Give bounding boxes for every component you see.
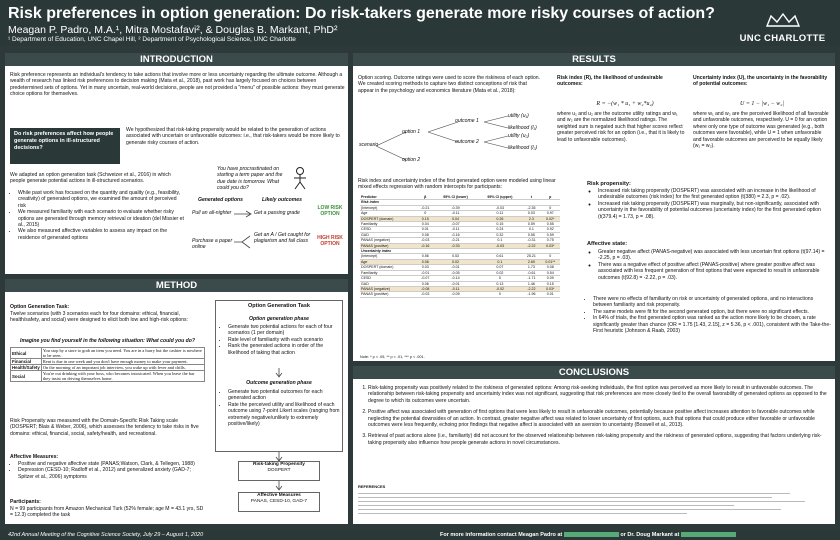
option-all-nighter: Pull an all-nighter bbox=[192, 210, 232, 216]
table-cell: DOSPERT (domain) bbox=[360, 216, 417, 221]
table-cell: -0.33 bbox=[434, 243, 478, 248]
tree-outcome2: outcome 2 bbox=[455, 139, 479, 145]
table-cell: 0.13 bbox=[478, 281, 523, 286]
table-cell: -0.08 bbox=[417, 286, 434, 291]
table-cell: PANAS (negative) bbox=[360, 286, 417, 291]
table-cell: 0.04 bbox=[434, 216, 478, 221]
reference-line bbox=[358, 493, 790, 494]
reference-line bbox=[358, 513, 687, 514]
uncertainty-text: where w₁ and w₂ are the perceived likelihood of all favorable and unfavorable outcomes, respectively. U = 0 for an option where only one type of outcome was generated (e.g., both outcomes were favorable), while U = 1 when unfavorable and favorable outcomes are perceived to be equally likely (w₁ = w₂). bbox=[693, 111, 829, 150]
table-cell: 0.1 bbox=[478, 238, 523, 243]
table-cell: -0.01 bbox=[434, 281, 478, 286]
regression-table bbox=[360, 195, 560, 298]
table-header-cell: Predictor bbox=[360, 195, 417, 200]
phase1-item: • Rate level of familiarity with each scenario bbox=[228, 337, 340, 343]
table-cell: -0.03 bbox=[417, 238, 434, 243]
table-cell: 0.24 bbox=[478, 227, 523, 232]
scenario-text: Rent is due in one week and you don't have enough money to make your payment. bbox=[41, 359, 204, 365]
table-cell: Age bbox=[360, 259, 417, 264]
intro-bullet: • While past work has focused on the quantity and quality (e.g., feasibility, creativity) of generated options, we examined the amount of perceived risk bbox=[18, 190, 185, 209]
intro-paragraph-3: We adapted an option generation task (Schweizer et al., 2016) in which people generate potential actions in ill-structured scenarios. bbox=[10, 172, 171, 185]
table-cell: 0.06 bbox=[417, 281, 434, 286]
table-cell: -0.39 bbox=[434, 205, 478, 210]
situation-prompt: Imagine you find yourself in the following situation: What could you do? bbox=[20, 338, 195, 344]
table-cell: PANAS (positive) bbox=[360, 243, 417, 248]
table-cell: 0.26 bbox=[478, 216, 523, 221]
table-cell: 0.55 bbox=[540, 222, 560, 227]
email-link-padro[interactable] bbox=[564, 532, 619, 537]
uncertainty-title: Uncertainty index (U), the uncertainty in the favorability of potential outcomes: bbox=[693, 75, 828, 88]
table-header-cell: β bbox=[417, 195, 434, 200]
table-cell: 0.32 bbox=[478, 232, 523, 237]
contact-info bbox=[440, 530, 736, 540]
table-cell: 0.61 bbox=[478, 254, 523, 259]
phase1-title: Option generation phase bbox=[249, 316, 309, 322]
outcome-get-a-or-caught: Get an A / Get caught for plagiarism and fail class bbox=[254, 232, 311, 245]
table-cell: -0.61 bbox=[522, 270, 540, 275]
table-cell: 1.46 bbox=[522, 281, 540, 286]
poster-header bbox=[0, 0, 840, 46]
participants-title: Participants: bbox=[10, 499, 41, 505]
research-question-box: Do risk preferences affect how people generate options in ill-structured decisions? bbox=[10, 128, 120, 164]
phase2-list bbox=[222, 389, 340, 427]
scenario-text: You stop by a store to grab an item you need. You are in a hurry but the cashier is nowhere to be seen. bbox=[41, 348, 204, 359]
table-cell: 2.3 bbox=[522, 216, 540, 221]
table-cell: -1.96 bbox=[522, 292, 540, 297]
table-cell: 0.15 bbox=[540, 281, 560, 286]
table-cell: (Intercept) bbox=[360, 254, 417, 259]
table-cell: Age bbox=[360, 211, 417, 216]
table-cell: -0.11 bbox=[434, 227, 478, 232]
affective-title: Affective Measures: bbox=[10, 454, 59, 460]
down-arrow-icon bbox=[274, 481, 284, 491]
table-cell: 0 bbox=[478, 276, 523, 281]
conclusion-item: 1. Risk-taking propensity was positively related to the riskiness of generated options: Among risk-seeking individuals, the first option was perceived as more likely to result in unfavorable outcomes. The relationship between risk-taking propensity and uncertainty index was not significant, suggesting that risk preferences are more closely tied to the overall favorability of generated options as opposed to the degree to which its outcomes were uncertain. bbox=[368, 385, 830, 404]
table-cell: -0.01 bbox=[417, 270, 434, 275]
logo-text: UNC CHARLOTTE bbox=[739, 33, 826, 44]
likely-outcomes-label: Likely outcomes bbox=[262, 197, 302, 203]
scenario-table bbox=[10, 347, 205, 382]
risk-propensity-text: Risk Propensity was measured with the Domain-Specific Risk Taking scale (DOSPERT; Blais & Weber, 2006), which assesses the tendency to take risks in five domains: ethical, financial, social, safety/health, and recreational. bbox=[10, 418, 199, 437]
outcome-passing-grade: Get a passing grade bbox=[254, 210, 300, 216]
tree-outcome1: outcome 1 bbox=[455, 118, 479, 124]
table-cell: -0.07 bbox=[417, 276, 434, 281]
tree-utility2: utility (u₂) bbox=[508, 133, 530, 139]
table-cell: -0.11 bbox=[434, 286, 478, 291]
other-item: • In 64% of trials, the first generated option was ranked as the action more likely to be chosen, a rate significantly greater than chance (OR = 1.75 [1.43, 2.15], z = 5.36, p < .001), consistent with the Take-the-First heuristic (Johnson & Raab, 2003) bbox=[593, 315, 832, 334]
table-cell: 0.03* bbox=[540, 286, 560, 291]
table-cell: 2.69 bbox=[522, 259, 540, 264]
table-cell: 0.59 bbox=[522, 222, 540, 227]
table-cell: 0.03 bbox=[522, 211, 540, 216]
affective-list bbox=[12, 461, 205, 480]
risk-propensity-title: Risk propensity: bbox=[587, 181, 631, 187]
table-cell: PANAS (negative) bbox=[360, 238, 417, 243]
scenario-row bbox=[11, 365, 205, 371]
intro-heading: INTRODUCTION bbox=[5, 53, 348, 66]
affective-item: • Depression (CESD-10; Radloff et al., 2012) and generalized anxiety (GAD-7; Spitzer et al., 2006) symptoms bbox=[18, 467, 205, 480]
phase1-item: • Rank the generated actions in order of the likelihood of taking that action bbox=[228, 343, 340, 356]
table-cell: 0.06 bbox=[417, 259, 434, 264]
table-note: Note: * p < .05, ** p < .01, *** p < .001. bbox=[360, 355, 425, 359]
table-cell: -2.35 bbox=[522, 205, 540, 210]
table-cell: -2.22 bbox=[522, 286, 540, 291]
conference-info: 42nd Annual Meeting of the Cognitive Science Society, July 29 – August 1, 2020 bbox=[8, 532, 204, 538]
table-cell: Familiarity bbox=[360, 270, 417, 275]
person-thinking-icon bbox=[290, 166, 310, 190]
phase1-item: • Generate two potential actions for each of four scenarios (1 per domain) bbox=[228, 324, 340, 337]
table-cell: -0.03 bbox=[417, 292, 434, 297]
table-cell: -1.71 bbox=[522, 276, 540, 281]
table-cell: -0.16 bbox=[417, 243, 434, 248]
intro-hypothesis: We hypothesized that risk-taking propensity would be related to the generation of actions associated with uncertain or unfavorable outcomes: i.e., that risk-takers would be more likely to generate risky courses of action. bbox=[126, 127, 340, 146]
table-cell: 0.07 bbox=[478, 265, 523, 270]
table-cell: -0.14 bbox=[434, 276, 478, 281]
scenario-text: On the morning of an important job interview, you wake up with fever and chills. bbox=[41, 365, 204, 371]
intro-paragraph-1: Risk preference represents an individual's tendency to take actions that involve more or less uncertainty regarding the ultimate outcome. Although a wealth of research has linked risk preferences to decision making (Mata et al., 2018), past work has largely focused on choices between predetermined sets of options. Yet in many uncertain, real-world decisions, people are not provided a "menu" of possible actions: they must generate choice options for themselves. bbox=[10, 72, 345, 98]
reference-line bbox=[358, 505, 734, 506]
scenario-row bbox=[11, 371, 205, 382]
table-cell: CESD bbox=[360, 227, 417, 232]
table-section-label: Risk index bbox=[360, 200, 560, 205]
affective-state-list bbox=[592, 249, 832, 281]
affective-measures-box bbox=[238, 492, 320, 512]
option-purchase-paper: Purchase a paper online bbox=[192, 238, 233, 251]
table-cell: 0 bbox=[540, 205, 560, 210]
table-cell: 0.75 bbox=[540, 238, 560, 243]
table-cell: 0.55 bbox=[522, 232, 540, 237]
scenario-domain: Financial bbox=[11, 359, 42, 365]
table-cell: PANAS (positive) bbox=[360, 292, 417, 297]
table-cell: 25.21 bbox=[522, 254, 540, 259]
down-arrow-icon bbox=[274, 368, 284, 378]
other-results-list bbox=[587, 296, 832, 334]
table-cell: -0.05 bbox=[434, 270, 478, 275]
risk-index-text: where u₁ and u₂ are the outcome utility ratings and w₁ and w₂ are the normalized likelihood ratings. The weighted sum is negated such that higher scores reflect greater perceived risk for an option (i.e., that it is likely to lead to unfavorable outcomes). bbox=[557, 111, 685, 143]
risk-taking-box bbox=[238, 461, 320, 481]
references-block bbox=[358, 490, 828, 522]
table-header-cell: p bbox=[540, 195, 560, 200]
table-row bbox=[360, 292, 560, 297]
table-cell: -0.31 bbox=[522, 238, 540, 243]
other-item: • There were no effects of familiarity on risk or uncertainty of generated options, and no interactions between familiarity and risk propensity. bbox=[593, 296, 832, 309]
table-cell: 0.11 bbox=[478, 211, 523, 216]
intro-bullet: • We measured familiarity with each scenario to evaluate whether risky options are generated through memory retrieval or ideation (del Missier et al., 2015) bbox=[18, 209, 185, 228]
table-cell: 0.59 bbox=[540, 232, 560, 237]
conclusions-list bbox=[364, 385, 830, 446]
high-risk-label: HIGH RISK OPTION bbox=[317, 235, 343, 248]
authors: Meagan P. Padro, M.A.¹, Mitra Mostafavi², & Douglas B. Markant, PhD² bbox=[8, 24, 338, 36]
table-cell: Familiarity bbox=[360, 222, 417, 227]
table-cell: -0.07 bbox=[434, 222, 478, 227]
risk-index-title: Risk index (R), the likelihood of undesirable outcomes: bbox=[557, 75, 663, 88]
aff-item: ◦ Greater negative affect (PANAS-negative) was associated with less uncertain first options (t(97.14) = -2.25, p = .03). bbox=[598, 249, 832, 262]
table-cell: -0.03 bbox=[478, 243, 523, 248]
table-cell: 0.01** bbox=[540, 259, 560, 264]
email-link-markant[interactable] bbox=[681, 532, 736, 537]
tree-likelihood1: likelihood (l₁) bbox=[508, 125, 537, 131]
intro-bullets bbox=[12, 190, 185, 241]
table-cell: 0.97 bbox=[540, 211, 560, 216]
table-cell: CESD bbox=[360, 276, 417, 281]
scenario-domain: Social bbox=[11, 371, 42, 382]
table-cell: -0.01 bbox=[434, 265, 478, 270]
table-cell: 0.1 bbox=[522, 227, 540, 232]
table-cell: (Intercept) bbox=[360, 205, 417, 210]
tree-option1: option 1 bbox=[402, 129, 421, 135]
table-cell: 0.09 bbox=[540, 276, 560, 281]
option-scoring-text: Option scoring. Outcome ratings were used to score the riskiness of each option. We created scoring methods to capture two distinct conceptions of risk that appear in the psychology and economics literature (Mata et al., 2018): bbox=[358, 75, 541, 94]
scenario-row bbox=[11, 348, 205, 359]
option-generation-figure bbox=[190, 166, 345, 272]
table-cell: -0.02 bbox=[478, 286, 523, 291]
table-cell: GAD bbox=[360, 281, 417, 286]
uncertainty-formula: U = 1 − |w₁ − w₂| bbox=[740, 101, 784, 107]
poster-footer bbox=[0, 530, 840, 540]
aff-item: ◦ There was a negative effect of positive affect (PANAS-positive) where greater positive affect was associated with less frequent generation of first options that were expected to result in unfavorable outcomes (t(92.8) = -2.22, p = .03). bbox=[598, 262, 832, 281]
branch-arrow-icon bbox=[234, 234, 254, 250]
reference-line bbox=[358, 497, 772, 498]
intro-bullet: • We also measured affective variables to assess any impact on the residence of generated options bbox=[18, 228, 185, 241]
table-section-label: Uncertainty index bbox=[360, 249, 560, 254]
figure-prompt: You have procrastinated on starting a term paper and the due date is tomorrow. What could you do? bbox=[217, 166, 283, 192]
table-cell: 0 bbox=[540, 254, 560, 259]
unc-charlotte-logo bbox=[735, 12, 830, 46]
table-cell: 0.15 bbox=[417, 216, 434, 221]
table-cell: -0.21 bbox=[434, 238, 478, 243]
table-header-cell: t bbox=[522, 195, 540, 200]
table-cell: 0.08 bbox=[417, 232, 434, 237]
table-cell: 0.02 bbox=[434, 259, 478, 264]
table-cell: -2.22 bbox=[522, 243, 540, 248]
tree-likelihood2: likelihood (l₂) bbox=[508, 145, 538, 151]
table-cell: 0.02* bbox=[540, 216, 560, 221]
affiliations: ¹ Department of Education, UNC Chapel Hill, ² Department of Psychological Science, UNC Charlotte bbox=[8, 36, 296, 43]
tree-utility1: utility (u₁) bbox=[508, 113, 529, 119]
table-cell: 0.01 bbox=[540, 292, 560, 297]
table-cell: 0.53 bbox=[434, 254, 478, 259]
conclusions-heading: CONCLUSIONS bbox=[353, 366, 835, 379]
arrow-icon bbox=[234, 210, 254, 218]
table-cell: 0.56 bbox=[417, 254, 434, 259]
table-cell: -0.21 bbox=[417, 205, 434, 210]
reference-line bbox=[358, 509, 781, 510]
ogt-title: Option Generation Task: bbox=[10, 304, 70, 310]
rp-item: ◦ Increased risk taking propensity (DOSPERT) was associated with an increase in the likelihood of undesirable outcomes (risk index) for the first generated option (t(380) = 2.3, p = .02). bbox=[598, 188, 832, 201]
scenario-text: You're out drinking with your boss, who becomes intoxicated. When you leave the bar they insist on driving themselves home. bbox=[41, 371, 204, 382]
rp-item: ◦ Increased risk taking propensity (DOSPERT) was marginally, but non-significantly, associated with uncertainty in the favorability of potential outcomes (uncertainty index) for the first generated option (t(379.4) = 1.73, p = .08). bbox=[598, 201, 832, 220]
table-cell: 0.01 bbox=[417, 227, 434, 232]
conclusion-item: 3. Retrieval of past actions alone (i.e., familiarity) did not account for the observed relationship between risk-taking propensity and the riskiness of generated options, suggesting that factors underlying risk-taking propensity also influence how people generate actions in novel circumstances. bbox=[368, 433, 830, 446]
reference-line bbox=[358, 501, 805, 502]
table-cell: -0.16 bbox=[434, 232, 478, 237]
table-cell: 0.54 bbox=[540, 270, 560, 275]
table-cell: 0.08 bbox=[540, 265, 560, 270]
phase2-title: Outcome generation phase bbox=[246, 380, 312, 386]
conclusion-item: 2. Positive affect was associated with generation of first options that were less likely to result in unfavorable outcomes, potentially because positive affect increases attention to favorable outcomes while neglecting the potential downsides of an action. In contrast, greater negative affect was related to lower uncertainty of first options, such that options that could produce either favorable or unfavorable outcomes were less frequently, echoing prior findings that negative affect is associated with an aversion to uncertainty (Boswell et al., 2013). bbox=[368, 409, 830, 428]
table-cell: -0.03 bbox=[478, 205, 523, 210]
phase1-list bbox=[222, 324, 340, 356]
table-cell: GAD bbox=[360, 232, 417, 237]
table-cell: 0.92 bbox=[540, 227, 560, 232]
risk-taking-sub: DOSPERT bbox=[267, 468, 291, 473]
crown-logo-icon bbox=[763, 12, 803, 28]
table-cell: -0.09 bbox=[434, 292, 478, 297]
table-cell: -0.11 bbox=[434, 211, 478, 216]
risk-taking-title: Risk-taking Propensity bbox=[253, 462, 305, 467]
scenario-domain: Health/Safety bbox=[12, 365, 40, 370]
table-cell: 1.73 bbox=[522, 265, 540, 270]
contact-text-2: or Dr. Doug Markant at bbox=[620, 532, 681, 538]
method-heading: METHOD bbox=[5, 279, 348, 292]
phase2-item: • Rate the perceived utility and likelihood of each outcome using 7-point Likert scales (ranging from extremely negative/unlikely to extremely positive/likely) bbox=[228, 402, 340, 428]
scenario-domain: Ethical bbox=[11, 348, 42, 359]
other-item: • The same models were fit for the second generated option, but there were no significant effects. bbox=[593, 309, 832, 315]
table-header-cell: 95% CI (lower) bbox=[434, 195, 478, 200]
table-cell: 0.02 bbox=[478, 270, 523, 275]
table-header-cell: 95% CI (upper) bbox=[478, 195, 523, 200]
results-heading: RESULTS bbox=[353, 53, 835, 66]
references-title: REFERENCES bbox=[358, 484, 386, 489]
affective-box-title: Affective Measures bbox=[257, 493, 301, 498]
table-cell: 0 bbox=[478, 292, 523, 297]
low-risk-label: LOW RISK OPTION bbox=[317, 205, 343, 218]
table-cell: 0.03* bbox=[540, 243, 560, 248]
poster-title: Risk preferences in option generation: Do risk-takers generate more risky courses of action? bbox=[8, 5, 715, 22]
tree-option2: option 2 bbox=[402, 157, 421, 163]
table-cell: 0 bbox=[417, 211, 434, 216]
ogt-text: Twelve scenarios (with 3 scenarios each for four domains: ethical, financial, health/safety, and social) were designed to elicit both low and high-risk options: bbox=[10, 311, 189, 324]
affective-state-title: Affective state: bbox=[587, 241, 628, 247]
tree-scenario: scenario bbox=[359, 142, 379, 148]
generated-options-label: Generated options bbox=[198, 197, 244, 203]
affective-item: • Positive and negative affective state (PANAS;Watson, Clark, & Tellegen, 1988) bbox=[18, 461, 205, 467]
table-cell: 0.03 bbox=[417, 265, 434, 270]
phase2-item: • Generate two potential outcomes for each generated action bbox=[228, 389, 340, 402]
table-cell: 0.15 bbox=[478, 222, 523, 227]
contact-text: For more information contact Meagan Padro at bbox=[440, 532, 564, 538]
affective-box-sub: PANAS, CESD-10, GAD-7 bbox=[250, 499, 308, 504]
flow-title: Option Generation Task bbox=[248, 303, 310, 309]
table-caption: Risk index and uncertainty index of the first generated option were modeled using linear mixed effects regression with random intercepts for participants: bbox=[358, 178, 556, 191]
participants-text: N = 99 participants from Amazon Mechanical Turk (52% female; age M = 43.1 yrs, SD = 12.3) completed the task bbox=[10, 506, 204, 519]
table-cell: 0.1 bbox=[478, 259, 523, 264]
risk-formula: R = −(w₁ * u₁ + w₂*u₂) bbox=[596, 101, 654, 107]
risk-propensity-list bbox=[592, 188, 832, 220]
table-cell: DOSPERT (domain) bbox=[360, 265, 417, 270]
table-cell: 0.04 bbox=[417, 222, 434, 227]
